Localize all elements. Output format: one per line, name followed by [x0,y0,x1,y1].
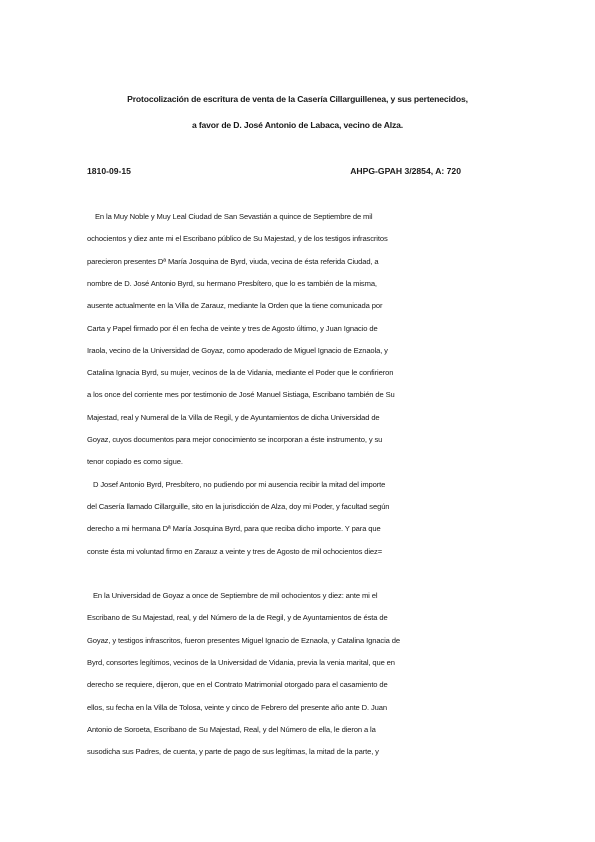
body-line: Majestad, real y Numeral de la Villa de Regil, y de Ayuntamientos de dicha Universidad de [87,412,380,422]
archive-reference: AHPG-GPAH 3/2854, A: 720 [350,166,461,176]
body-line: derecho a mi hermana Dª María Josquina Byrd, para que reciba dicho importe. Y para que [87,524,381,534]
body-line: En la Universidad de Goyaz a once de Septiembre de mil ochocientos y diez: ante mi el [87,591,378,601]
body-line: Goyaz, y testigos infrascritos, fueron presentes Miguel Ignacio de Eznaola, y Catalina Ignacia de [87,635,400,645]
document-date: 1810-09-15 [87,166,131,176]
body-line: conste ésta mi voluntad firmo en Zarauz a veinte y tres de Agosto de mil ochocientos diez= [87,546,383,556]
body-line: ochocientos y diez ante mi el Escribano público de Su Majestad, y de los testigos infrascritos [87,234,388,244]
body-line: Carta y Papel firmado por él en fecha de veinte y tres de Agosto último, y Juan Ignacio de [87,323,378,333]
document-title-line-2: a favor de D. José Antonio de Labaca, vecino de Alza. [191,120,404,130]
body-line: Goyaz, cuyos documentos para mejor conocimiento se incorporan a éste instrumento, y su [87,435,383,444]
body-line: parecieron presentes Dª María Josquina de Byrd, viuda, vecina de ésta referida Ciudad, a [87,256,379,266]
body-line: tenor copiado es como sigue. [87,457,183,467]
body-line: del Casería llamado Cillarguille, sito en la jurisdicción de Alza, doy mi Poder, y facultad según [87,501,390,511]
body-line: ellos, su fecha en la Villa de Tolosa, veinte y cinco de Febrero del presente año ante D. Juan [87,702,387,712]
body-line: a los once del corriente mes por testimonio de José Manuel Sistiaga, Escribano también de Su [87,390,395,400]
body-line: Escribano de Su Majestad, real, y del Número de la de Regil, y de Ayuntamientos de ésta de [87,613,388,623]
body-line: Antonio de Soroeta, Escribano de Su Majestad, Real, y del Número de ella, le dieron a la [87,724,376,734]
document-title-line-1: Protocolización de escritura de venta de la Casería Cillarguillenea, y sus pertenecidos, [127,94,468,104]
body-line: En la Muy Noble y Muy Leal Ciudad de San Sevastián a quince de Septiembre de mil [87,212,373,221]
body-line: ausente actualmente en la Villa de Zarauz, mediante la Orden que la tiene comunicada por [87,301,383,311]
body-line: derecho se requiere, dijeron, que en el Contrato Matrimonial otorgado para el casamiento de [87,680,388,690]
body-line: susodicha sus Padres, de cuenta, y parte de pago de sus legítimas, la mitad de la parte, y [87,747,379,757]
body-line: Iraola, vecino de la Universidad de Goyaz, como apoderado de Miguel Ignacio de Eznaola, y [87,345,388,355]
body-line: D Josef Antonio Byrd, Presbítero, no pudiendo por mi ausencia recibir la mitad del importe [87,479,386,489]
body-line: Catalina Ignacia Byrd, su mujer, vecinos de la de Vidania, mediante el Poder que le confirieron [87,368,394,378]
body-line: Byrd, consortes legítimos, vecinos de la Universidad de Vidania, previa la venia marital, que en [87,658,395,667]
body-line: nombre de D. José Antonio Byrd, su hermano Presbítero, que lo es también de la misma, [87,278,377,288]
